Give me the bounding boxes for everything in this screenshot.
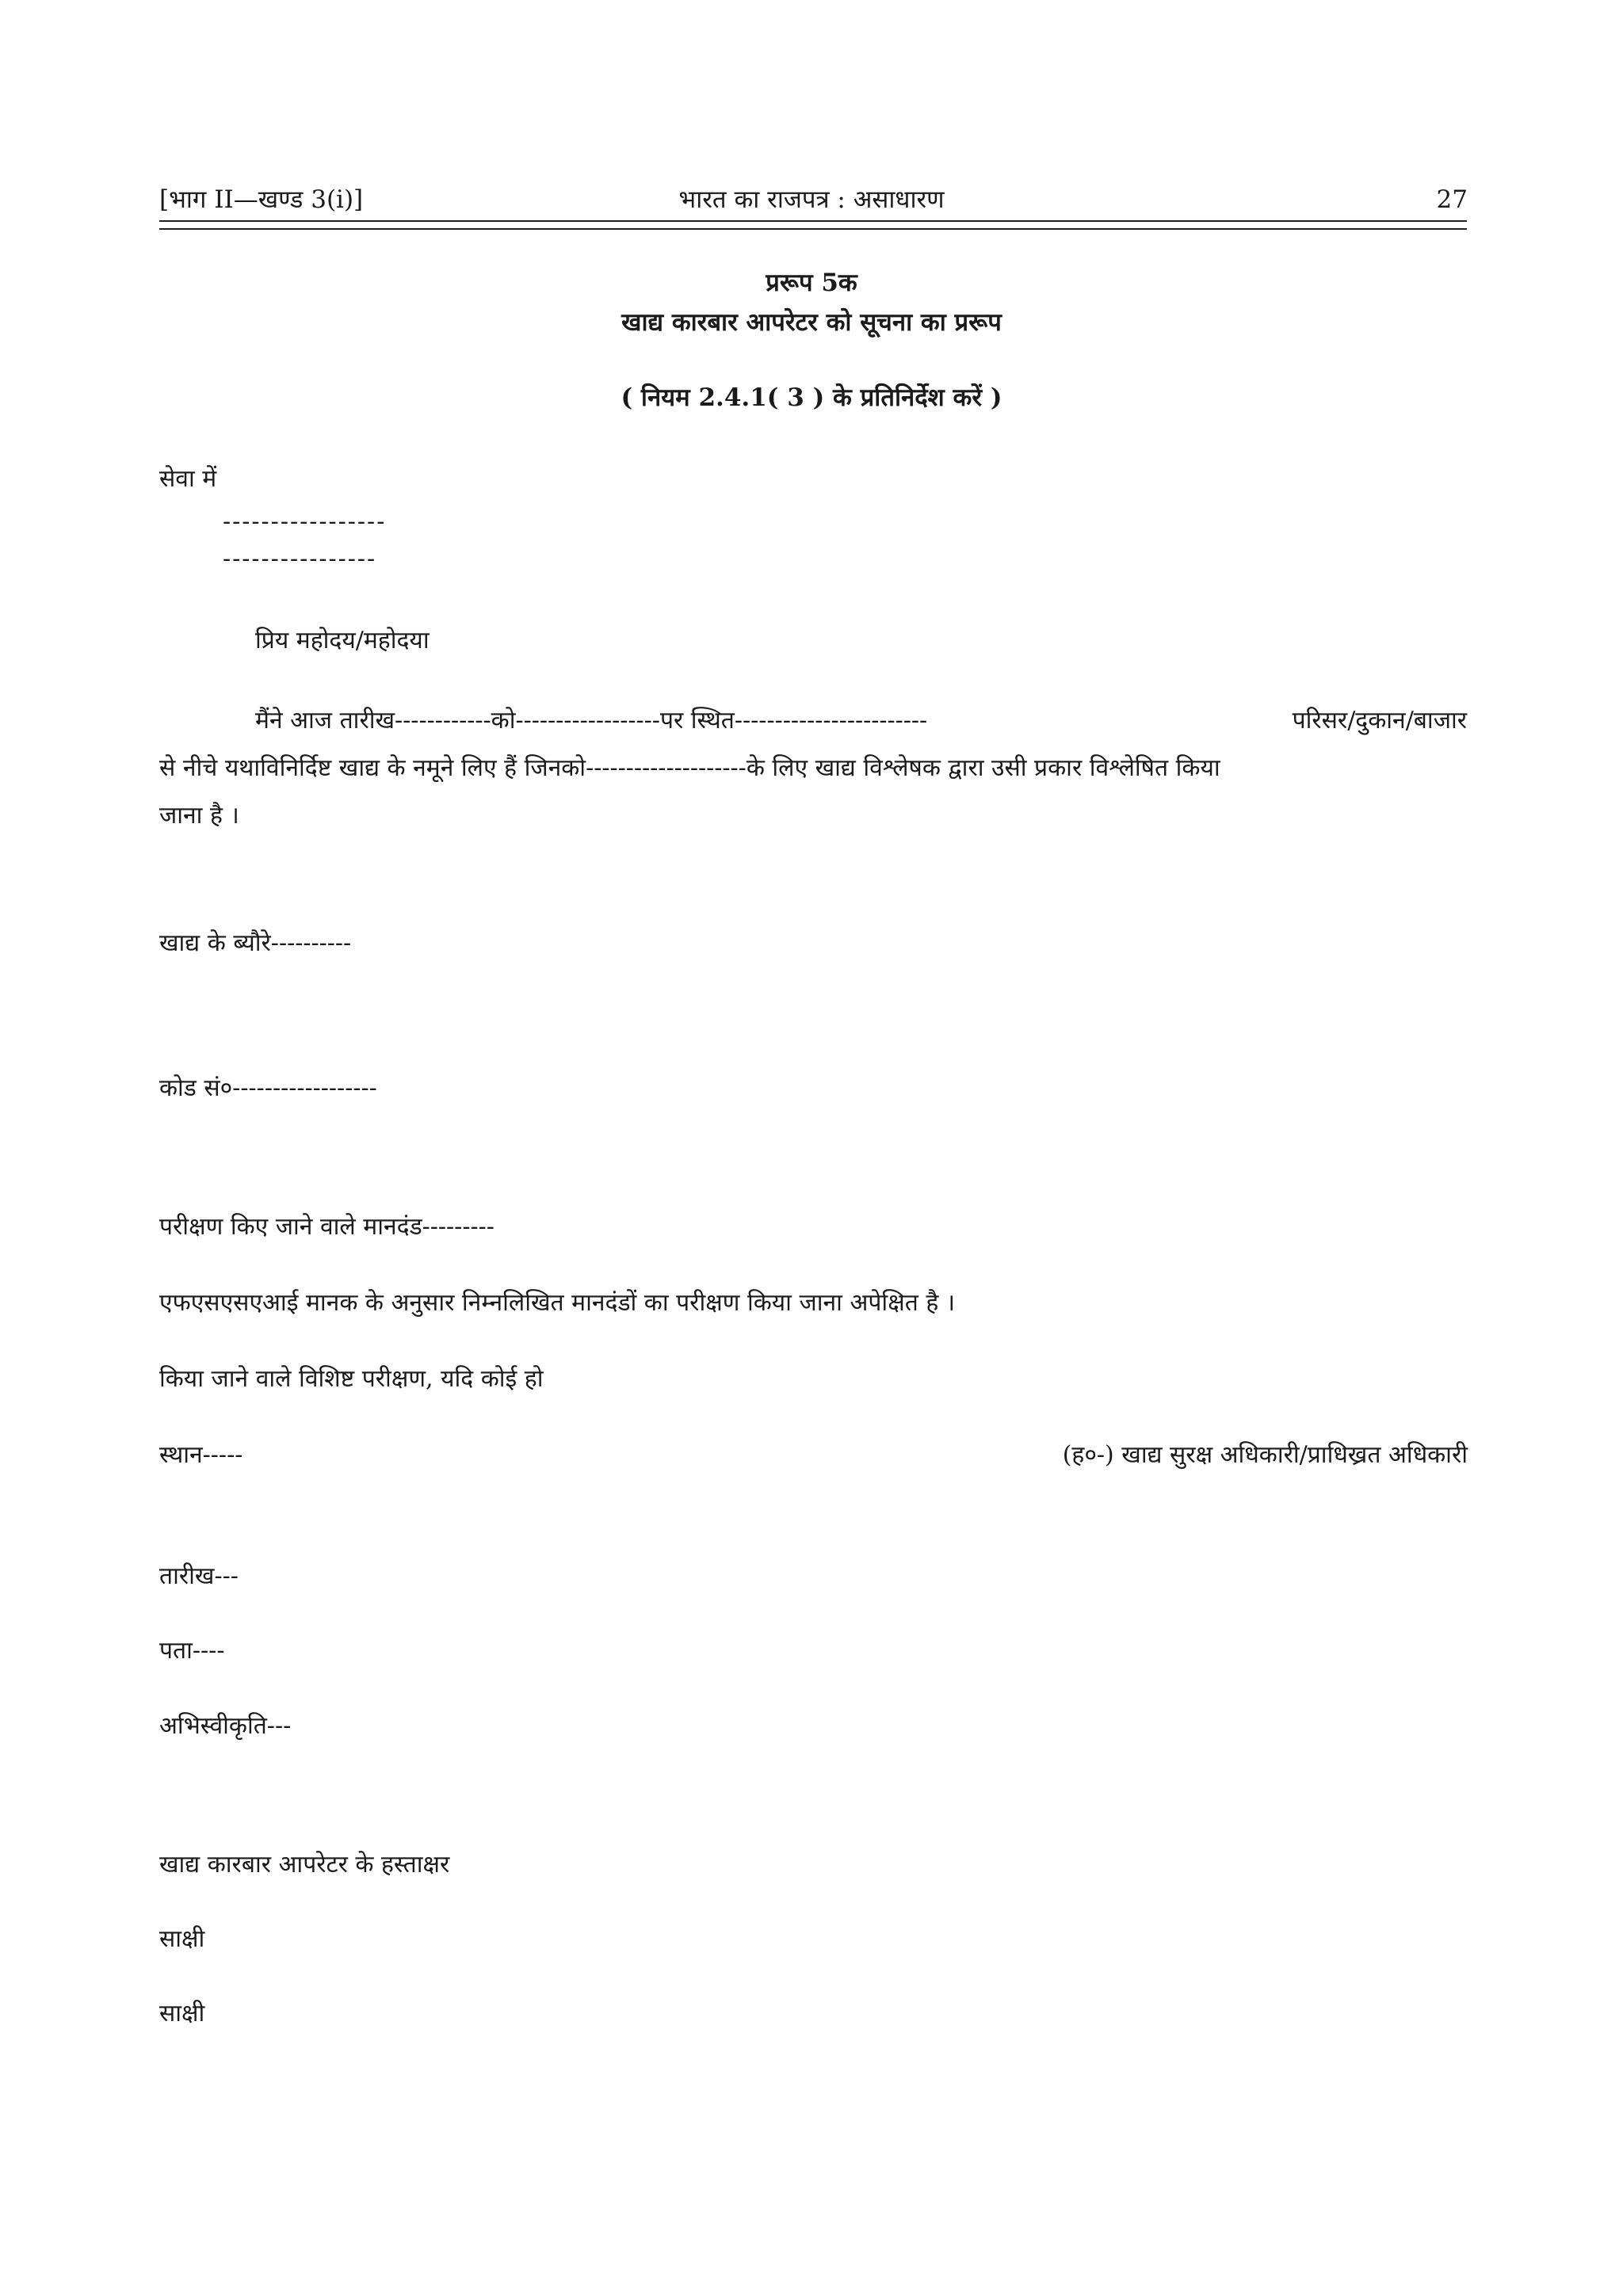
food-details-field: खाद्य के ब्यौरे---------- (159, 929, 352, 957)
fbo-signature: खाद्य कारबार आपरेटर के हस्ताक्षर (159, 1851, 450, 1878)
paragraph-line-1 (159, 697, 1467, 745)
paragraph-line-1-text: मैंने आज तारीख------------को------------------पर स्थित------------------------ (255, 707, 928, 734)
header-section-label: [भाग II—खण्ड 3(i)] (159, 185, 364, 214)
officer-signature: (ह०-) खाद्य सुरक्ष अधिकारी/प्राधिख्रत अधिकारी (1062, 1441, 1468, 1469)
notice-paragraph (159, 697, 1467, 840)
page-number: 27 (1436, 185, 1468, 214)
specific-tests-field: किया जाने वाले विशिष्ट परीक्षण, यदि कोई हो (159, 1365, 544, 1393)
form-number-title: प्ररूप 5क (766, 269, 857, 297)
form-name-title: खाद्य कारबार आपरेटर को सूचना का प्ररूप (621, 308, 1002, 337)
address-blank-line-1: ----------------- (223, 508, 387, 536)
code-number-field: कोड सं०------------------ (159, 1074, 377, 1102)
place-field: स्थान----- (159, 1441, 243, 1469)
rule-reference: ( नियम 2.4.1( 3 ) के प्रतिनिर्देश करें ) (621, 383, 1002, 412)
witness-2: साक्षी (159, 2000, 205, 2027)
to-label: सेवा में (159, 465, 217, 493)
address-blank-line-2: ---------------- (223, 545, 377, 573)
salutation: प्रिय महोदय/महोदया (255, 627, 430, 654)
address-field: पता---- (159, 1637, 225, 1665)
acknowledgement-field: अभिस्वीकृति--- (159, 1712, 292, 1740)
witness-1: साक्षी (159, 1925, 205, 1953)
header-gazette-title: भारत का राजपत्र : असाधारण (678, 185, 945, 214)
header-rule-bottom (159, 228, 1467, 230)
paragraph-line-2 (159, 745, 1467, 792)
paragraph-line-3 (159, 792, 1467, 840)
paragraph-line-1-end: परिसर/दुकान/बाजार (1292, 707, 1467, 734)
fssai-note: एफएसएसएआई मानक के अनुसार निम्नलिखित मानदंडों का परीक्षण किया जाना अपेक्षित है । (159, 1289, 956, 1317)
paragraph-line-3-text: जाना है । (159, 802, 239, 830)
header-rule-top (159, 220, 1467, 222)
test-parameters-field: परीक्षण किए जाने वाले मानदंड--------- (159, 1213, 495, 1241)
paragraph-line-2-text: से नीचे यथाविनिर्दिष्ट खाद्य के नमूने लिए हैं जिनको--------------------के लिए खाद्य विश्लेषक द्वारा उसी प्रकार विश्लेषित किया (159, 754, 1220, 782)
date-field: तारीख--- (159, 1562, 239, 1590)
